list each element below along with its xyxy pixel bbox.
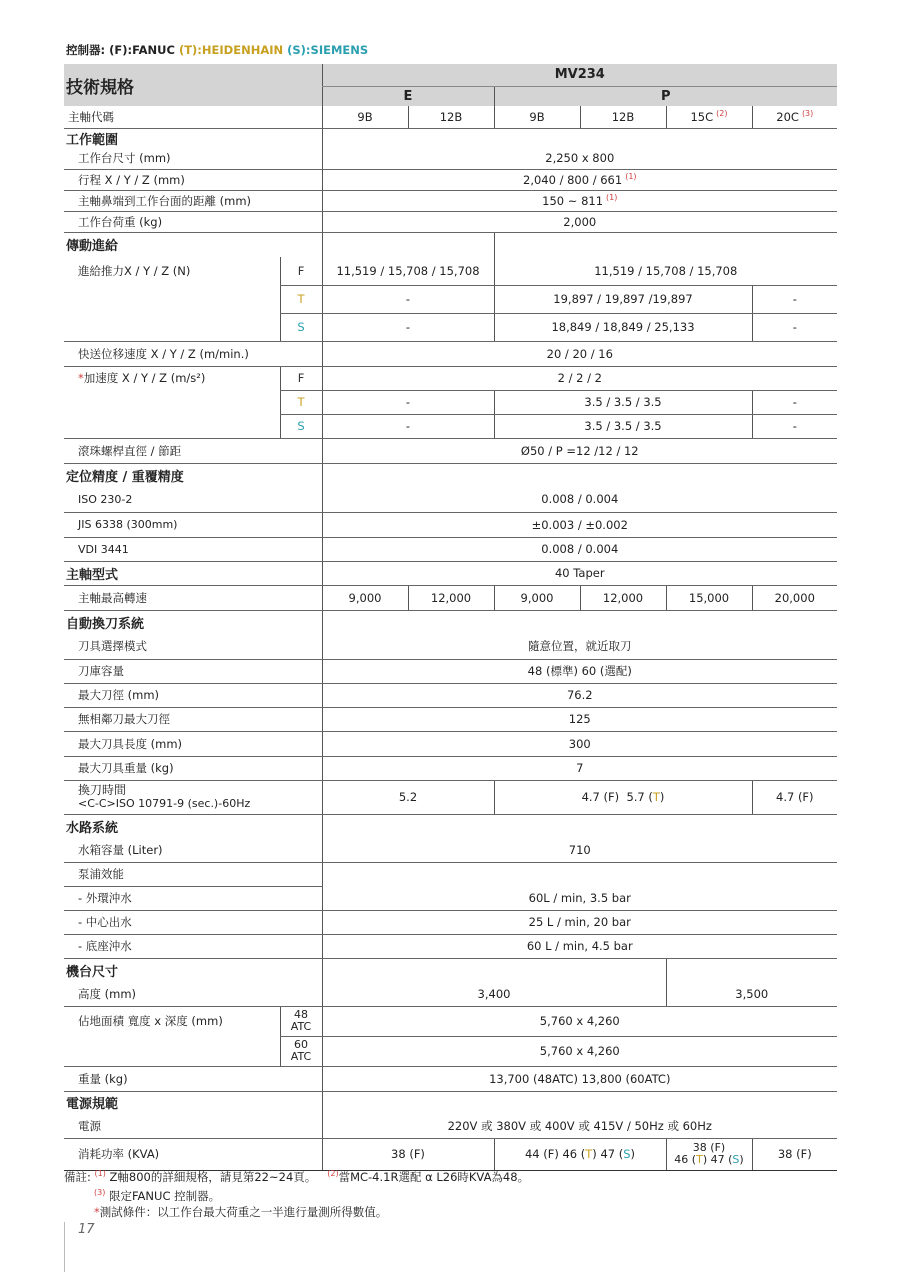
code-cell: 9B — [322, 106, 408, 128]
code-cell: 15C $^{(2)}$ — [666, 106, 752, 128]
row-value: 5.2 — [322, 780, 494, 814]
controller-legend: 控制器: (F):FANUC (T):HEIDENHAIN (S):SIEMENS — [66, 43, 369, 57]
row-value: - — [752, 313, 837, 341]
row-value: 4.7 (F) 5.7 (T) — [494, 780, 752, 814]
ctrl-t: T — [280, 285, 322, 313]
row-value: 11,519 / 15,708 / 15,708 — [494, 257, 837, 285]
row-label: 工作台尺寸 (mm) — [64, 148, 322, 169]
row-value: 44 (F) 46 (T) 47 (S) — [494, 1138, 666, 1170]
row-label: - 外環沖水 — [64, 886, 322, 910]
page-number: 17 — [78, 1222, 95, 1237]
row-value: ±0.003 / ±0.002 — [322, 512, 837, 537]
row-value: 150 ~ 811 $^{(1)}$ — [322, 190, 837, 211]
row-value: 0.008 / 0.004 — [322, 537, 837, 561]
row-value: 7 — [322, 756, 837, 780]
row-value: 20 / 20 / 16 — [322, 341, 837, 366]
row-value: 40 Taper — [322, 561, 837, 585]
row-value: 隨意位置，就近取刀 — [322, 634, 837, 659]
row-value: 3.5 / 3.5 / 3.5 — [494, 390, 752, 414]
row-label: JIS 6338 (300mm) — [64, 512, 322, 537]
speed-cell: 9,000 — [322, 585, 408, 610]
row-value: 76.2 — [322, 683, 837, 707]
footnotes — [64, 1166, 529, 1220]
ctrl-f: F — [280, 257, 322, 285]
ctrl-s: S — [280, 414, 322, 438]
row-label: *加速度 X / Y / Z (m/s²) — [78, 371, 206, 386]
code-cell: 12B — [580, 106, 666, 128]
ctrl-t: T — [280, 390, 322, 414]
row-value: 3,400 — [322, 982, 666, 1006]
code-cell: 12B — [408, 106, 494, 128]
section-accuracy: 定位精度 / 重覆精度 — [66, 469, 184, 485]
ctrl-s: S — [280, 313, 322, 341]
row-value: 4.7 (F) — [752, 780, 837, 814]
row-label: 泵浦效能 — [64, 862, 322, 886]
row-value: 125 — [322, 707, 837, 731]
section-work-range: 工作範圍 — [66, 132, 119, 148]
row-value: - — [752, 390, 837, 414]
row-value: 5,760 x 4,260 — [322, 1036, 837, 1066]
row-label: 最大刀具長度 (mm) — [64, 731, 322, 756]
row-value: 300 — [322, 731, 837, 756]
table-title: 技術規格 — [64, 64, 322, 106]
section-dims: 機台尺寸 — [66, 964, 119, 980]
row-value: 18,849 / 18,849 / 25,133 — [494, 313, 752, 341]
row-label: 電源 — [64, 1114, 322, 1138]
row-value: 710 — [322, 838, 837, 862]
speed-cell: 9,000 — [494, 585, 580, 610]
row-label: 主軸最高轉速 — [64, 585, 322, 610]
speed-cell: 15,000 — [666, 585, 752, 610]
row-value: 48 (標準) 60 (選配) — [322, 659, 837, 683]
model-name: MV234 — [322, 64, 837, 86]
row-label: 快送位移速度 X / Y / Z (m/min.) — [64, 341, 322, 366]
atc-48-label: 48 ATC — [280, 1006, 322, 1036]
section-feed: 傳動進給 — [66, 239, 119, 255]
row-label: 最大刀徑 (mm) — [64, 683, 322, 707]
row-label: ISO 230-2 — [64, 487, 322, 512]
row-label: 重量 (kg) — [64, 1066, 322, 1091]
section-power: 電源規範 — [66, 1097, 119, 1113]
row-label: 刀庫容量 — [64, 659, 322, 683]
row-value: 38 (F) — [322, 1138, 494, 1170]
row-label: 進給推力X / Y / Z (N) — [78, 264, 191, 278]
row-value: - — [322, 390, 494, 414]
page-edge-line — [64, 1222, 65, 1272]
row-label: 消耗功率 (KVA) — [64, 1138, 322, 1170]
row-label: 最大刀具重量 (kg) — [64, 756, 322, 780]
row-value: 2,250 x 800 — [322, 148, 837, 169]
row-value: 19,897 / 19,897 /19,897 — [494, 285, 752, 313]
row-value: 11,519 / 15,708 / 15,708 — [322, 257, 494, 285]
row-value: 38 (F) — [752, 1138, 837, 1170]
row-label: VDI 3441 — [64, 537, 322, 561]
row-label: 水箱容量 (Liter) — [64, 838, 322, 862]
row-value: Ø50 / P =12 /12 / 12 — [322, 438, 837, 463]
row-label: 高度 (mm) — [64, 982, 322, 1006]
speed-cell: 12,000 — [408, 585, 494, 610]
row-value: - — [752, 414, 837, 438]
row-label: 換刀時間 <C-C>ISO 10791-9 (sec.)-60Hz — [64, 780, 322, 814]
row-value: 2,000 — [322, 211, 837, 232]
row-label: 滾珠螺桿直徑 / 節距 — [64, 438, 322, 463]
row-value: 3.5 / 3.5 / 3.5 — [494, 414, 752, 438]
row-label: 工作台荷重 (kg) — [64, 211, 322, 232]
spindle-code-label: 主軸代碼 — [64, 106, 322, 128]
row-label: 行程 X / Y / Z (mm) — [64, 169, 322, 190]
row-value: 2 / 2 / 2 — [322, 366, 837, 390]
row-value: - — [322, 313, 494, 341]
row-label: 刀具選擇模式 — [64, 634, 322, 659]
speed-cell: 20,000 — [752, 585, 837, 610]
row-value: 13,700 (48ATC) 13,800 (60ATC) — [322, 1066, 837, 1091]
footnote-line: *測試條件：以工作台最大荷重之一半進行量測所得數值。 — [94, 1204, 388, 1219]
row-label: - 中心出水 — [64, 910, 322, 934]
ctrl-f: F — [280, 366, 322, 390]
row-label: 主軸鼻端到工作台面的距離 (mm) — [64, 190, 322, 211]
row-value: - — [752, 285, 837, 313]
row-value: - — [322, 414, 494, 438]
spec-table — [64, 64, 837, 1171]
atc-60-label: 60 ATC — [280, 1036, 322, 1066]
row-value: 60 L / min, 4.5 bar — [322, 934, 837, 958]
row-label: - 底座沖水 — [64, 934, 322, 958]
group-p: P — [494, 86, 837, 106]
row-value: 38 (F) 46 (T) 47 (S) — [666, 1138, 752, 1170]
row-value: 5,760 x 4,260 — [322, 1006, 837, 1036]
row-value: 220V 或 380V 或 400V 或 415V / 50Hz 或 60Hz — [322, 1114, 837, 1138]
footnote-line: 備註: $^{(1)}$ Z軸800的詳細規格，請見第22~24頁。 $^{(2)}$當MC-4.1R選配 α L26時KVA為48。 — [64, 1169, 530, 1184]
section-coolant: 水路系統 — [66, 820, 119, 836]
row-value: - — [322, 285, 494, 313]
row-value: 60L / min, 3.5 bar — [322, 886, 837, 910]
row-label: 無相鄰刀最大刀徑 — [64, 707, 322, 731]
code-cell: 9B — [494, 106, 580, 128]
footnote-line: $^{(3)}$ 限定FANUC 控制器。 — [94, 1187, 221, 1203]
code-cell: 20C $^{(3)}$ — [752, 106, 837, 128]
speed-cell: 12,000 — [580, 585, 666, 610]
row-value: 25 L / min, 20 bar — [322, 910, 837, 934]
row-value: 0.008 / 0.004 — [322, 487, 837, 512]
row-label: 佔地面積 寬度 x 深度 (mm) — [78, 1014, 223, 1029]
section-atc: 自動換刀系統 — [66, 616, 145, 632]
group-e: E — [322, 86, 494, 106]
section-spindle: 主軸型式 — [64, 561, 322, 585]
row-value: 2,040 / 800 / 661 $^{(1)}$ — [322, 169, 837, 190]
row-value: 3,500 — [666, 982, 837, 1006]
